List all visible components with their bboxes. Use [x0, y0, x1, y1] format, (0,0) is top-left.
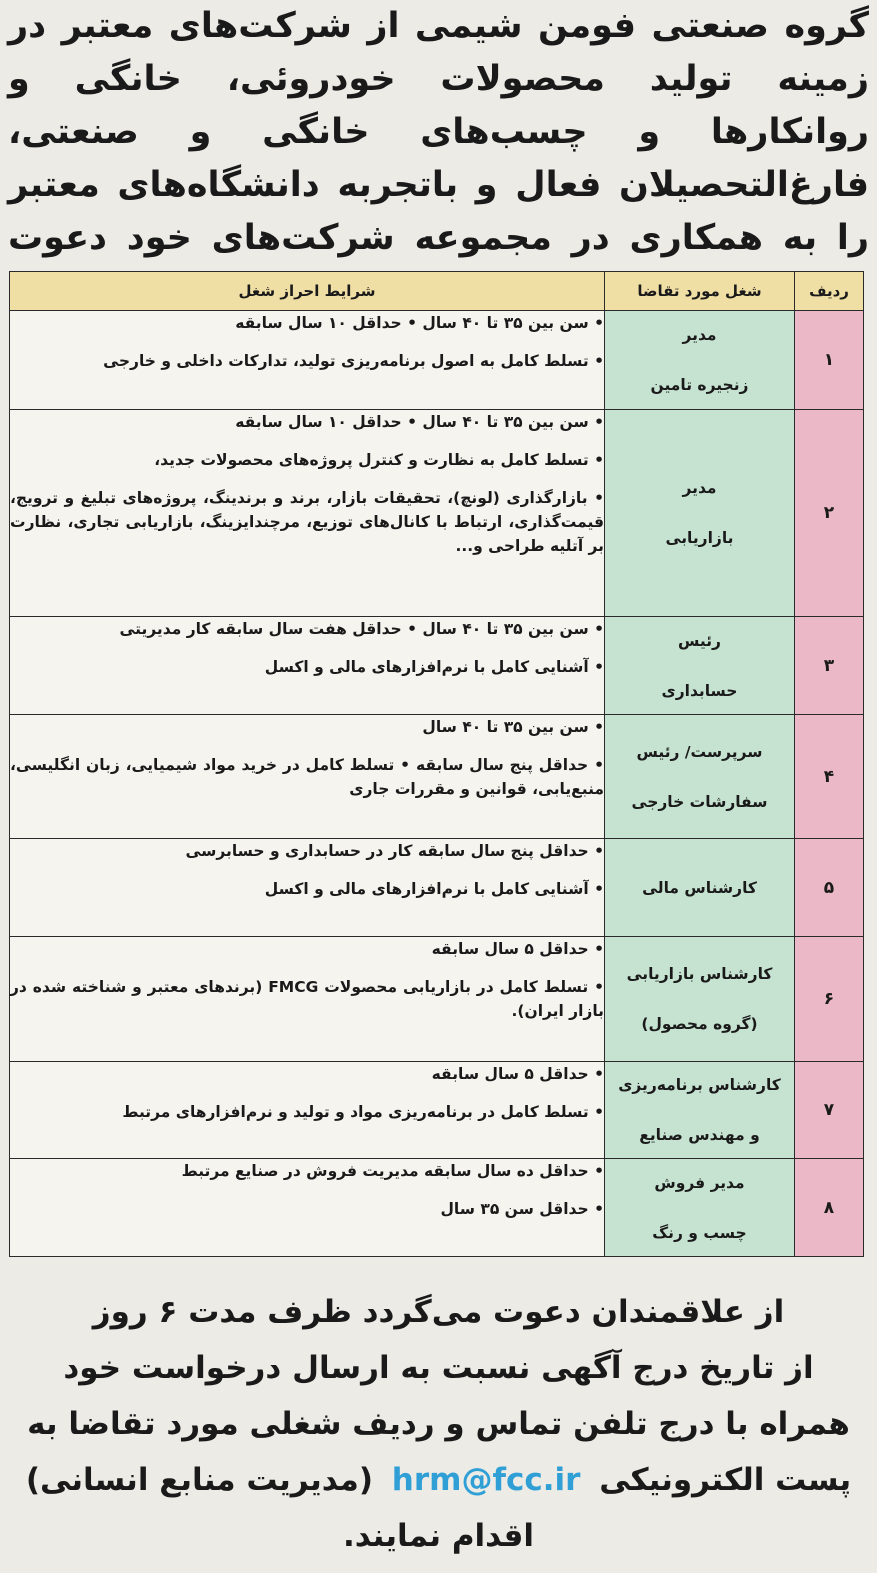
requirement-item: • حداقل ده سال سابقه مدیریت فروش در صنایع مرتبط: [181, 1162, 604, 1180]
row-number: ۸: [795, 1159, 864, 1257]
table-row: [10, 617, 864, 715]
requirement-item: • سن بین ۳۵ تا ۴۰ سال • حداقل ۱۰ سال سابقه: [235, 314, 604, 332]
row-number: ۵: [795, 839, 864, 937]
job-title-line2: (گروه محصول): [641, 1015, 758, 1033]
intro-text: گروه صنعتی فومن شیمی از شرکت‌های معتبر در زمینه تولید محصولات خودروئی، خانگی و روانکارها و چسب‌های خانگی و صنعتی، فارغ‌التحصیلان فعال و باتجربه دانشگاه‌های معتبر را به همکاری در مجموعه شرکت‌های خود دعوت: [8, 6, 869, 258]
requirement-item: • تسلط کامل در برنامه‌ریزی مواد و تولید و نرم‌افزارهای مرتبط: [122, 1103, 604, 1121]
requirement-item: • آشنایی کامل با نرم‌افزارهای مالی و اکسل: [264, 658, 604, 676]
row-number: ۳: [795, 617, 864, 715]
job-title: [605, 715, 795, 839]
job-requirements: [10, 617, 605, 715]
table-row: [10, 839, 864, 937]
requirement-item: • تسلط کامل در بازاریابی محصولات FMCG (برندهای معتبر و شناخته شده در بازار ایران).: [10, 978, 604, 1020]
table-row: [10, 1062, 864, 1159]
job-title: [605, 839, 795, 937]
closing-line-4-prefix: پست الکترونیکی: [599, 1462, 852, 1498]
table-row: [10, 937, 864, 1062]
job-title-line2: بازاریابی: [665, 529, 734, 547]
closing-line-5: اقدام نمایند.: [342, 1518, 534, 1554]
requirement-item: • حداقل سن ۳۵ سال: [440, 1200, 604, 1218]
job-title-line1: سرپرست/ رئیس: [636, 742, 763, 761]
email-link[interactable]: hrm@fcc.ir: [391, 1462, 581, 1498]
row-number: ۴: [795, 715, 864, 839]
requirement-item: • سن بین ۳۵ تا ۴۰ سال • حداقل ۱۰ سال سابقه: [235, 413, 604, 431]
job-title: [605, 937, 795, 1062]
requirement-item: • حداقل پنج سال سابقه کار در حسابداری و حسابرسی: [185, 842, 604, 860]
table-row: [10, 410, 864, 617]
job-title-line1: مدیر: [682, 479, 717, 497]
job-title-line1: مدیر: [682, 326, 717, 344]
header-job: شغل مورد تقاضا: [605, 272, 795, 311]
table-row: [10, 311, 864, 410]
job-requirements: [10, 1062, 605, 1159]
jobs-table-body: [10, 311, 864, 1257]
job-requirements: [10, 311, 605, 410]
jobs-table: [9, 271, 864, 1257]
header-requirements: شرایط احراز شغل: [10, 272, 605, 311]
table-header-row: [10, 272, 864, 311]
table-row: [10, 1159, 864, 1257]
job-title: [605, 410, 795, 617]
job-title-line1: کارشناس بازاریابی: [626, 965, 773, 983]
requirement-item: • تسلط کامل به نظارت و کنترل پروژه‌های محصولات جدید،: [154, 451, 604, 469]
job-title-line1: رئیس: [678, 631, 721, 650]
job-title: [605, 1062, 795, 1159]
requirement-item: • حداقل پنج سال سابقه • تسلط کامل در خرید مواد شیمیایی، زبان انگلیسی، منبع‌یابی، قوانین و مقررات جاری: [10, 756, 604, 798]
requirement-item: • حداقل ۵ سال سابقه: [431, 940, 604, 958]
job-requirements: [10, 715, 605, 839]
requirement-item: • سن بین ۳۵ تا ۴۰ سال: [422, 718, 604, 736]
requirement-item: • حداقل ۵ سال سابقه: [431, 1065, 604, 1083]
closing-line-2: از تاریخ درج آگهی نسبت به ارسال درخواست خود: [63, 1350, 814, 1386]
job-title: [605, 1159, 795, 1257]
closing-line-4: [8, 1452, 869, 1508]
job-requirements: [10, 839, 605, 937]
requirement-item: • تسلط کامل به اصول برنامه‌ریزی تولید، تدارکات داخلی و خارجی: [103, 352, 604, 370]
row-number: ۶: [795, 937, 864, 1062]
job-title-line2: زنجیره تامین: [650, 376, 749, 394]
job-title-line2: چسب و رنگ: [652, 1223, 747, 1242]
job-title-line1: کارشناس مالی: [642, 878, 757, 897]
job-requirements: [10, 410, 605, 617]
job-title-line2: سفارشات خارجی: [631, 792, 768, 811]
job-title-line1: کارشناس برنامه‌ریزی: [618, 1076, 781, 1094]
job-title-line1: مدیر فروش: [654, 1173, 745, 1192]
requirement-item: • آشنایی کامل با نرم‌افزارهای مالی و اکسل: [264, 880, 604, 898]
requirement-item: • بازارگذاری (لونچ)، تحقیقات بازار، برند و برندینگ، پروژه‌های تبلیغ و ترویج، قیمت‌گذاری، ارتباط با کانال‌های توزیع، مرچندایزینگ، بازاریابی تجاری، نظارت بر آتلیه طراحی و...: [10, 489, 604, 555]
closing-line-4-suffix: (مدیریت منابع انسانی): [25, 1462, 373, 1498]
job-requirements: [10, 1159, 605, 1257]
job-title: [605, 311, 795, 410]
row-number: ۲: [795, 410, 864, 617]
closing-line-1: از علاقمندان دعوت می‌گردد ظرف مدت ۶ روز: [92, 1294, 785, 1330]
closing-line-3: همراه با درج تلفن تماس و ردیف شغلی مورد تقاضا به: [27, 1406, 850, 1442]
job-requirements: [10, 937, 605, 1062]
table-row: [10, 715, 864, 839]
row-number: ۱: [795, 311, 864, 410]
job-title-line2: و مهندس صنایع: [639, 1126, 760, 1144]
requirement-item: • سن بین ۳۵ تا ۴۰ سال • حداقل هفت سال سابقه کار مدیریتی: [119, 620, 604, 638]
intro-paragraph: [8, 0, 869, 262]
row-number: ۷: [795, 1062, 864, 1159]
header-row-number: ردیف: [795, 272, 864, 311]
job-title-line2: حسابداری: [661, 681, 738, 700]
closing-paragraph: [8, 1284, 869, 1568]
job-title: [605, 617, 795, 715]
